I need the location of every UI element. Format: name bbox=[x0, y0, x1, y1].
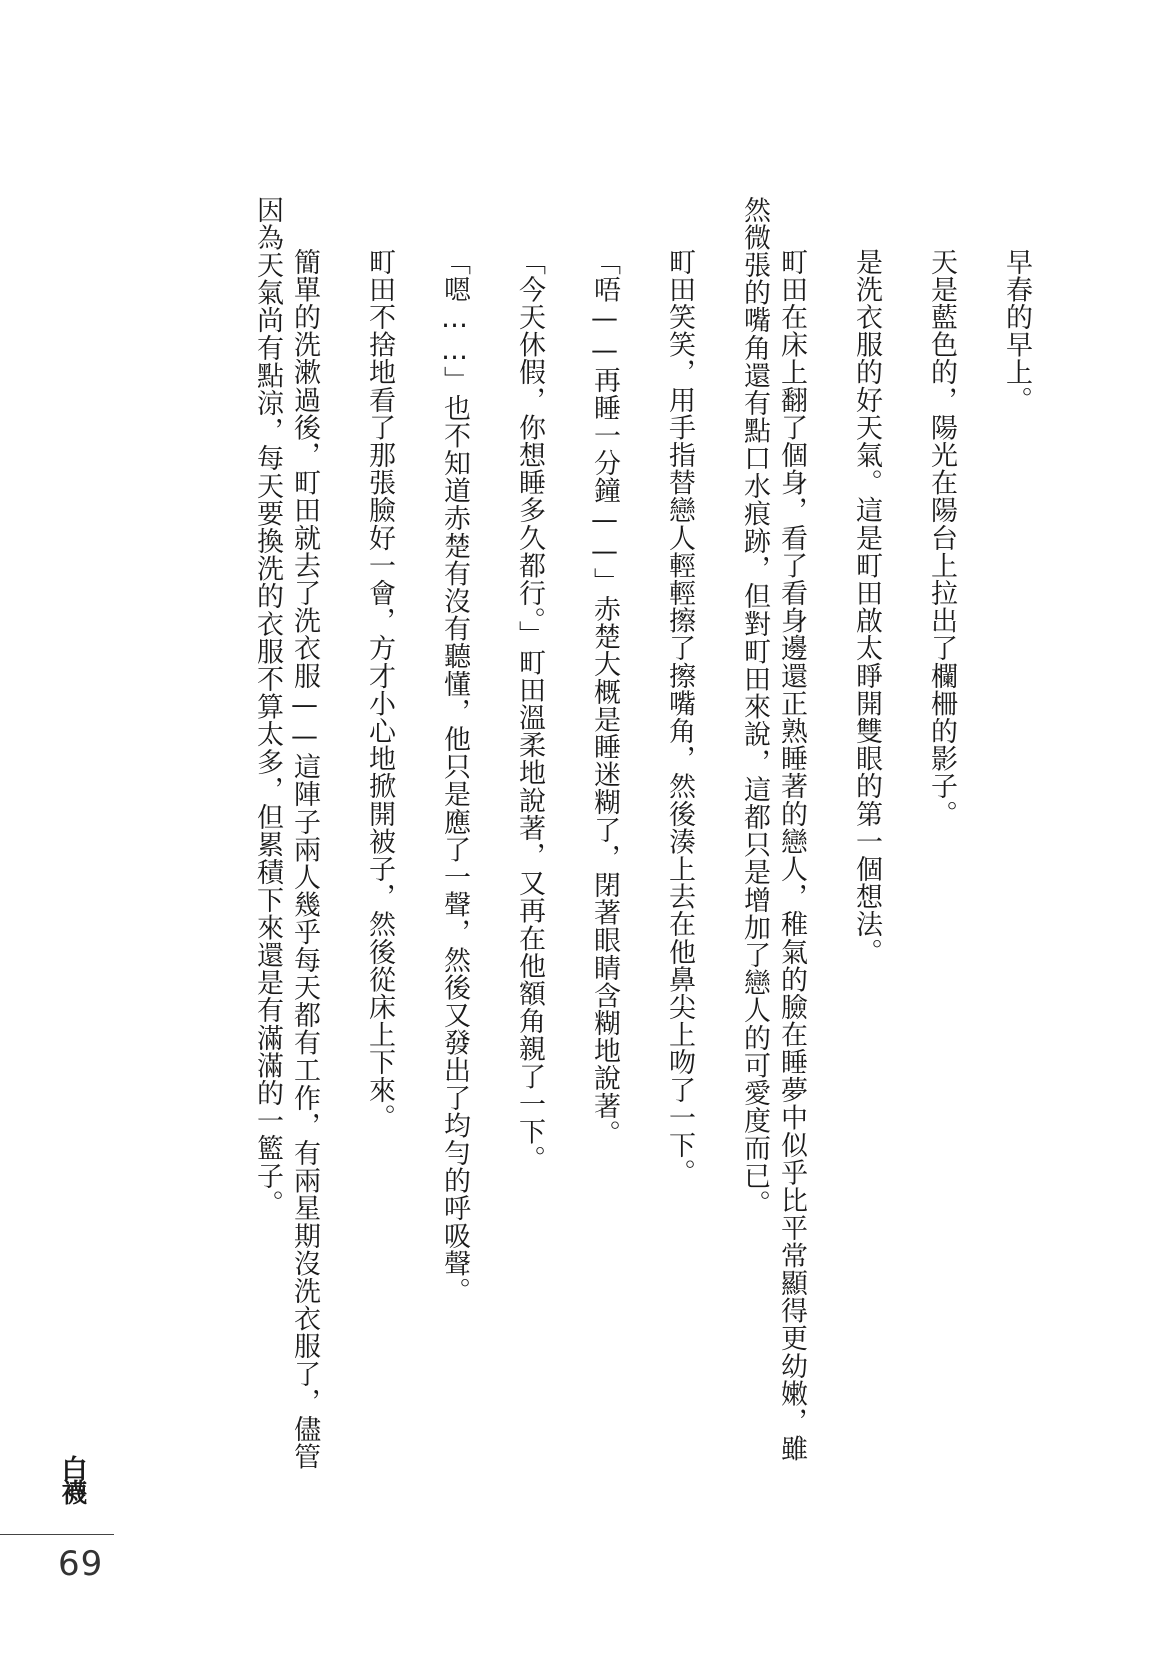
text-column: 然微張的嘴角還有點口水痕跡，但對町田來說，這都只是增加了戀人的可愛度而已。 bbox=[739, 196, 770, 1218]
text-column: 町田不捨地看了那張臉好一會，方才小心地掀開被子，然後從床上下來。 bbox=[364, 248, 395, 1132]
book-title: 白襪 bbox=[57, 1455, 87, 1503]
text-column: 「唔——再睡一分鐘——」赤楚大概是睡迷糊了，閉著眼睛含糊地說著。 bbox=[589, 248, 620, 1148]
text-column: 天是藍色的，陽光在陽台上拉出了欄柵的影子。 bbox=[926, 248, 957, 828]
footer-rule bbox=[0, 1534, 114, 1535]
page-number: 69 bbox=[58, 1544, 104, 1584]
text-column: 町田在床上翻了個身，看了看身邊還正熟睡著的戀人，稚氣的臉在睡夢中似乎比平常顯得更幼嫩，雖 bbox=[776, 248, 807, 1463]
text-column: 是洗衣服的好天氣。這是町田啟太睜開雙眼的第一個想法。 bbox=[851, 248, 882, 966]
text-column: 簡單的洗漱過後，町田就去了洗衣服——這陣子兩人幾乎每天都有工作，有兩星期沒洗衣服了，儘管 bbox=[289, 248, 320, 1471]
text-column: 早春的早上。 bbox=[1001, 248, 1032, 414]
text-column: 「今天休假，你想睡多久都行。」町田溫柔地說著，又再在他額角親了一下。 bbox=[514, 248, 545, 1173]
text-column: 「嗯……」也不知道赤楚有沒有聽懂，他只是應了一聲，然後又發出了均勻的呼吸聲。 bbox=[439, 248, 470, 1305]
text-column: 因為天氣尚有點涼，每天要換洗的衣服不算太多，但累積下來還是有滿滿的一籃子。 bbox=[252, 196, 283, 1218]
text-column: 町田笑笑，用手指替戀人輕輕擦了擦嘴角，然後湊上去在他鼻尖上吻了一下。 bbox=[664, 248, 695, 1187]
